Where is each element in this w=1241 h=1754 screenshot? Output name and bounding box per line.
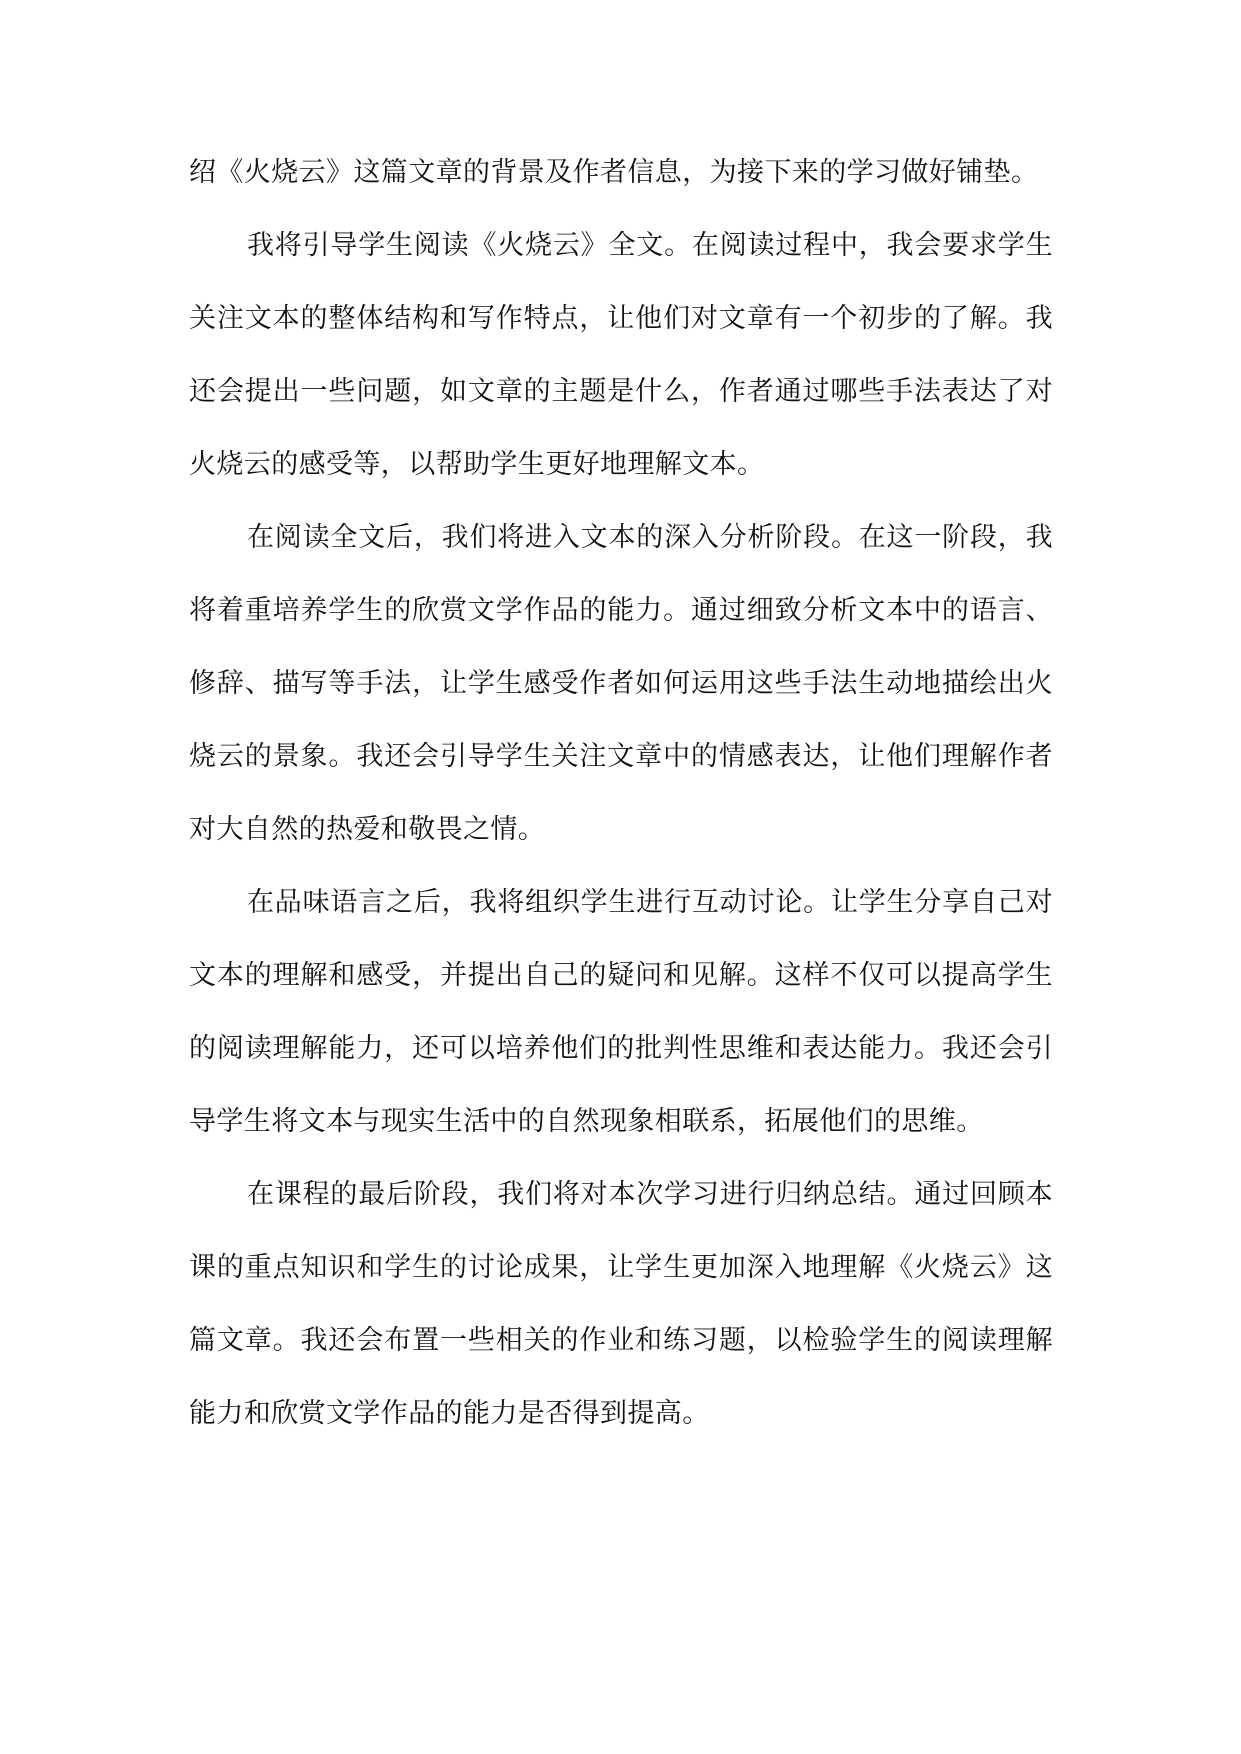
paragraph-discussion: 在品味语言之后，我将组织学生进行互动讨论。让学生分享自己对文本的理解和感受，并提出自己的疑问和见解。这样不仅可以提高学生的阅读理解能力，还可以培养他们的批判性思维和表达能力。我还会引导学生将文本与现实生活中的自然现象相联系，拓展他们的思维。 [189,887,1053,1137]
paragraph-continuation: 绍《火烧云》这篇文章的背景及作者信息，为接下来的学习做好铺垫。 [189,157,1039,188]
paragraph-analysis: 在阅读全文后，我们将进入文本的深入分析阶段。在这一阶段，我将着重培养学生的欣赏文学作品的能力。通过细致分析文本中的语言、修辞、描写等手法，让学生感受作者如何运用这些手法生动地描绘出火烧云的景象。我还会引导学生关注文章中的情感表达，让他们理解作者对大自然的热爱和敬畏之情。 [189,522,1053,845]
paragraph-reading: 我将引导学生阅读《火烧云》全文。在阅读过程中，我会要求学生关注文本的整体结构和写作特点，让他们对文章有一个初步的了解。我还会提出一些问题，如文章的主题是什么，作者通过哪些手法表达了对火烧云的感受等，以帮助学生更好地理解文本。 [189,230,1053,480]
paragraph-summary: 在课程的最后阶段，我们将对本次学习进行归纳总结。通过回顾本课的重点知识和学生的讨论成果，让学生更加深入地理解《火烧云》这篇文章。我还会布置一些相关的作业和练习题，以检验学生的阅读理解能力和欣赏文学作品的能力是否得到提高。 [189,1179,1053,1429]
document-body [189,136,1053,1450]
